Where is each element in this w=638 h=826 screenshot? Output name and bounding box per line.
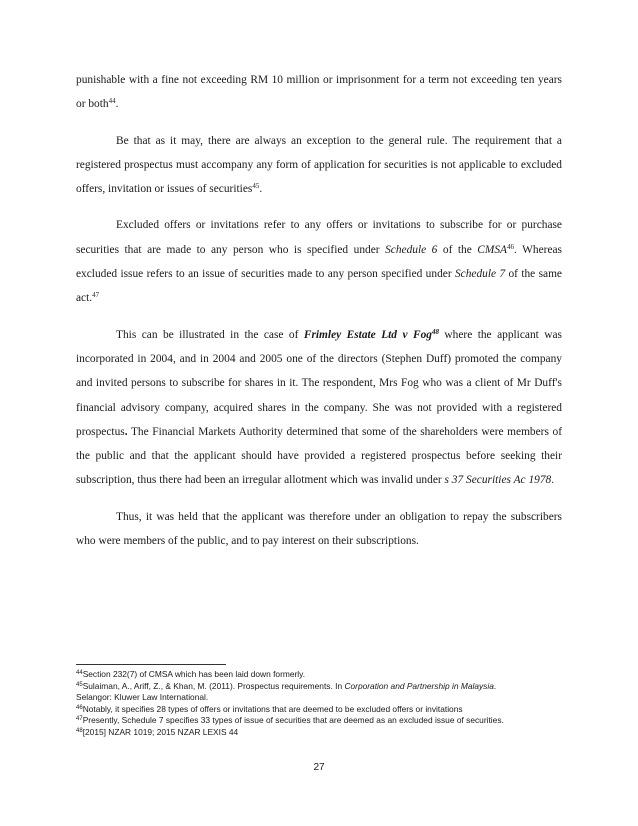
footnote-45 — [76, 681, 566, 693]
paragraph-5 — [76, 505, 562, 554]
footnotes — [76, 669, 566, 739]
footnote-text: Sulaiman, A., Ariff, Z., & Khan, M. (2011). Prospectus requirements. In — [82, 680, 345, 691]
bold-period: . — [124, 425, 128, 438]
footnote-text: Presently, Schedule 7 specifies 33 types of issue of securities that are deemed as an excluded issue of securities. — [82, 715, 504, 726]
text: The Financial Markets Authority determined that some of the shareholders were members of the public and that the applicant should have provided a registered prospectus before seeking their subscription, thus there had been an irregular allotment which was invalid under — [76, 425, 562, 487]
paragraph-2 — [76, 129, 562, 202]
text: punishable with a fine not exceeding RM 10 million or imprisonment for a term not exceeding ten years or both — [76, 74, 562, 111]
footnote-number: 46 — [76, 704, 83, 711]
italic-schedule-6: Schedule 6 — [385, 243, 438, 256]
italic-statute: s 37 Securities Ac 1978 — [444, 474, 552, 487]
footnote-47 — [76, 715, 566, 727]
paragraph-1 — [76, 68, 562, 117]
paragraph-4 — [76, 323, 562, 493]
footnote-text: [2015] NZAR 1019; 2015 NZAR LEXIS 44 — [82, 726, 239, 737]
footnote-ref-48: 48 — [431, 327, 439, 336]
footnote-ref-44: 44 — [108, 97, 116, 106]
footnote-text: Notably, it specifies 28 types of offers or invitations that are deemed to be excluded offers or invitations — [82, 703, 463, 714]
footnote-text: Selangor: Kluwer Law International. — [76, 692, 209, 703]
footnote-italic: Corporation and Partnership in Malaysia — [344, 680, 494, 691]
footnote-number: 45 — [76, 681, 83, 688]
paragraph-3 — [76, 213, 562, 310]
italic-schedule-7: Schedule 7 — [454, 268, 506, 281]
text: . — [115, 98, 119, 111]
footnote-number: 44 — [76, 670, 83, 676]
page-number: 27 — [313, 762, 325, 773]
footnote-divider — [76, 664, 226, 665]
footnote-45-line2 — [76, 692, 566, 704]
text: of the same act. — [76, 268, 562, 305]
footnote-48 — [76, 727, 566, 739]
text: Be that as it may, there are always an exception to the general rule. The requirement that a registered prospectus must accompany any form of application for securities is not applicable to excluded offers, invitation or issues of securities — [76, 134, 562, 196]
body-text — [76, 68, 562, 565]
footnote-number: 47 — [76, 716, 83, 723]
footnote-ref-46: 46 — [507, 242, 515, 251]
text: This can be illustrated in the case of — [116, 328, 304, 341]
text: . — [259, 183, 263, 196]
footnote-number: 48 — [76, 727, 83, 734]
footnote-text: Section 232(7) of CMSA which has been laid down formerly. — [82, 669, 306, 679]
footnote-ref-45: 45 — [252, 182, 260, 191]
italic-cmsa: CMSA — [477, 243, 508, 256]
text: of the — [437, 243, 478, 256]
footnote-46 — [76, 704, 566, 716]
footnote-44 — [76, 669, 566, 681]
text: . — [551, 474, 555, 487]
text: . Whereas excluded issue refers to an issue of securities made to any person specified under — [76, 243, 562, 281]
text: Excluded offers or invitations refer to any offers or invitations to subscribe for or purchase securities that are made to any person who is specified under — [76, 219, 562, 256]
text: where the applicant was incorporated in 2004, and in 2004 and 2005 one of the directors (Stephen Duff) promoted the company and invited persons to subscribe for shares in it. The respondent, Mrs Fog who was a client of Mr Duff's financial advisory company, acquired shares in the company. She was not provided with a registered prospectus — [76, 328, 562, 438]
footnote-ref-47: 47 — [92, 291, 100, 300]
case-name: Frimley Estate Ltd v Fog — [303, 328, 432, 341]
text: Thus, it was held that the applicant was therefore under an obligation to repay the subscribers who were members of the public, and to pay interest on their subscriptions. — [76, 510, 562, 548]
footnote-text: . — [493, 680, 497, 691]
